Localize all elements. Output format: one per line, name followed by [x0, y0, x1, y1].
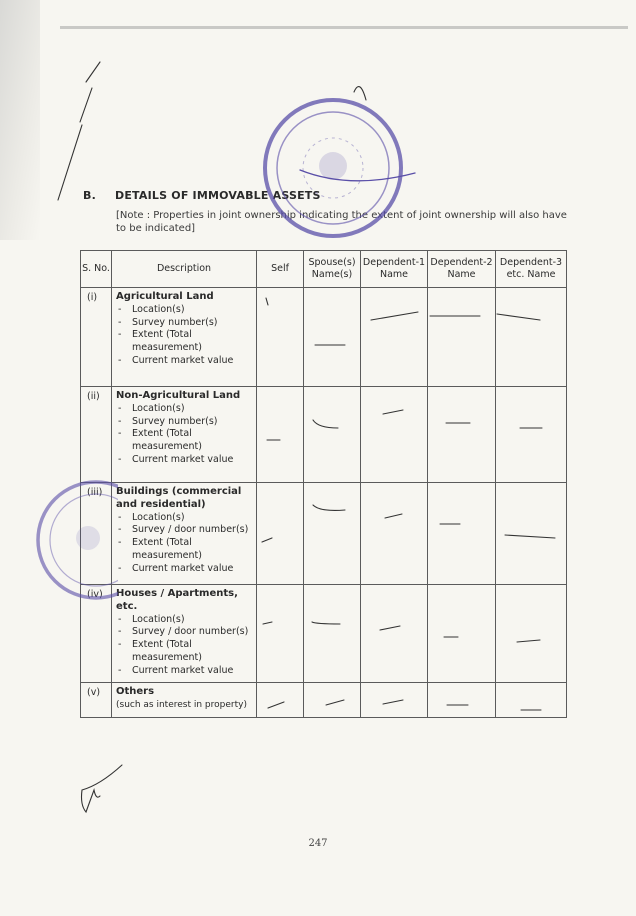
header-dependent-1: Dependent-1 Name — [361, 251, 428, 288]
row-item: - Extent (Total measurement) — [116, 428, 252, 454]
scan-top-border — [60, 26, 628, 29]
row-item: - Survey / door number(s) — [116, 524, 252, 537]
header-self: Self — [257, 251, 304, 288]
table-row — [81, 585, 567, 683]
row-item: - Current market value — [116, 665, 252, 678]
cell-dependent-1 — [361, 683, 428, 718]
section-letter: B. — [83, 189, 96, 202]
cell-spouse — [304, 683, 361, 718]
cell-dependent-3 — [496, 683, 567, 718]
page-number: 247 — [308, 838, 328, 849]
official-stamp-icon — [258, 96, 408, 246]
partial-stamp-icon — [28, 478, 118, 608]
table-row — [81, 683, 567, 718]
row-category: Houses / Apartments, etc. — [116, 588, 238, 612]
row-item: - Location(s) — [116, 403, 252, 416]
cell-self — [257, 387, 304, 483]
cell-self — [257, 585, 304, 683]
cell-self — [257, 288, 304, 387]
row-description — [112, 387, 257, 483]
row-description — [112, 683, 257, 718]
cell-dependent-3 — [496, 585, 567, 683]
header-spouse: Spouse(s) Name(s) — [304, 251, 361, 288]
row-item: - Survey number(s) — [116, 416, 252, 429]
cell-dependent-2 — [428, 483, 496, 585]
table-row — [81, 288, 567, 387]
header-sno: S. No. — [81, 251, 112, 288]
row-item: - Current market value — [116, 355, 252, 368]
header-dependent-3: Dependent-3 etc. Name — [496, 251, 567, 288]
immovable-assets-table — [80, 250, 567, 718]
cell-dependent-1 — [361, 288, 428, 387]
row-sno: (iii) — [81, 483, 112, 585]
row-description — [112, 288, 257, 387]
row-item: - Extent (Total measurement) — [116, 639, 252, 665]
row-sno: (ii) — [81, 387, 112, 483]
cell-dependent-3 — [496, 387, 567, 483]
row-item: - Survey / door number(s) — [116, 626, 252, 639]
cell-dependent-2 — [428, 585, 496, 683]
row-sno: (i) — [81, 288, 112, 387]
cell-dependent-3 — [496, 288, 567, 387]
cell-spouse — [304, 288, 361, 387]
row-item: - Survey number(s) — [116, 317, 252, 330]
row-item: - Extent (Total measurement) — [116, 329, 252, 355]
row-category: Non-Agricultural Land — [116, 390, 241, 401]
cell-spouse — [304, 483, 361, 585]
cell-dependent-2 — [428, 683, 496, 718]
row-sno: (iv) — [81, 585, 112, 683]
row-category: Buildings (commercial and residential) — [116, 486, 242, 510]
cell-dependent-2 — [428, 288, 496, 387]
cell-self — [257, 483, 304, 585]
row-item: - Location(s) — [116, 304, 252, 317]
row-sno: (v) — [81, 683, 112, 718]
row-item: - Location(s) — [116, 512, 252, 525]
table-row — [81, 387, 567, 483]
joint-ownership-note: [Note : Properties in joint ownership indicating the extent of joint ownership will also have to be indicated] — [116, 210, 567, 234]
row-item: - Current market value — [116, 563, 252, 576]
header-description: Description — [112, 251, 257, 288]
cell-spouse — [304, 585, 361, 683]
cell-self — [257, 683, 304, 718]
cell-dependent-2 — [428, 387, 496, 483]
cell-spouse — [304, 387, 361, 483]
row-category: Agricultural Land — [116, 291, 214, 302]
table-row — [81, 483, 567, 585]
scanned-page-edge — [0, 0, 40, 240]
row-detail: (such as interest in property) — [116, 699, 247, 710]
row-item: - Extent (Total measurement) — [116, 537, 252, 563]
row-description — [112, 585, 257, 683]
header-dependent-2: Dependent-2 Name — [428, 251, 496, 288]
table-header-row — [81, 251, 567, 288]
cell-dependent-1 — [361, 387, 428, 483]
row-item: - Current market value — [116, 454, 252, 467]
cell-dependent-1 — [361, 585, 428, 683]
row-item: - Location(s) — [116, 614, 252, 627]
cell-dependent-3 — [496, 483, 567, 585]
cell-dependent-1 — [361, 483, 428, 585]
section-title: DETAILS OF IMMOVABLE ASSETS — [115, 189, 321, 202]
row-category: Others — [116, 686, 155, 697]
row-description — [112, 483, 257, 585]
